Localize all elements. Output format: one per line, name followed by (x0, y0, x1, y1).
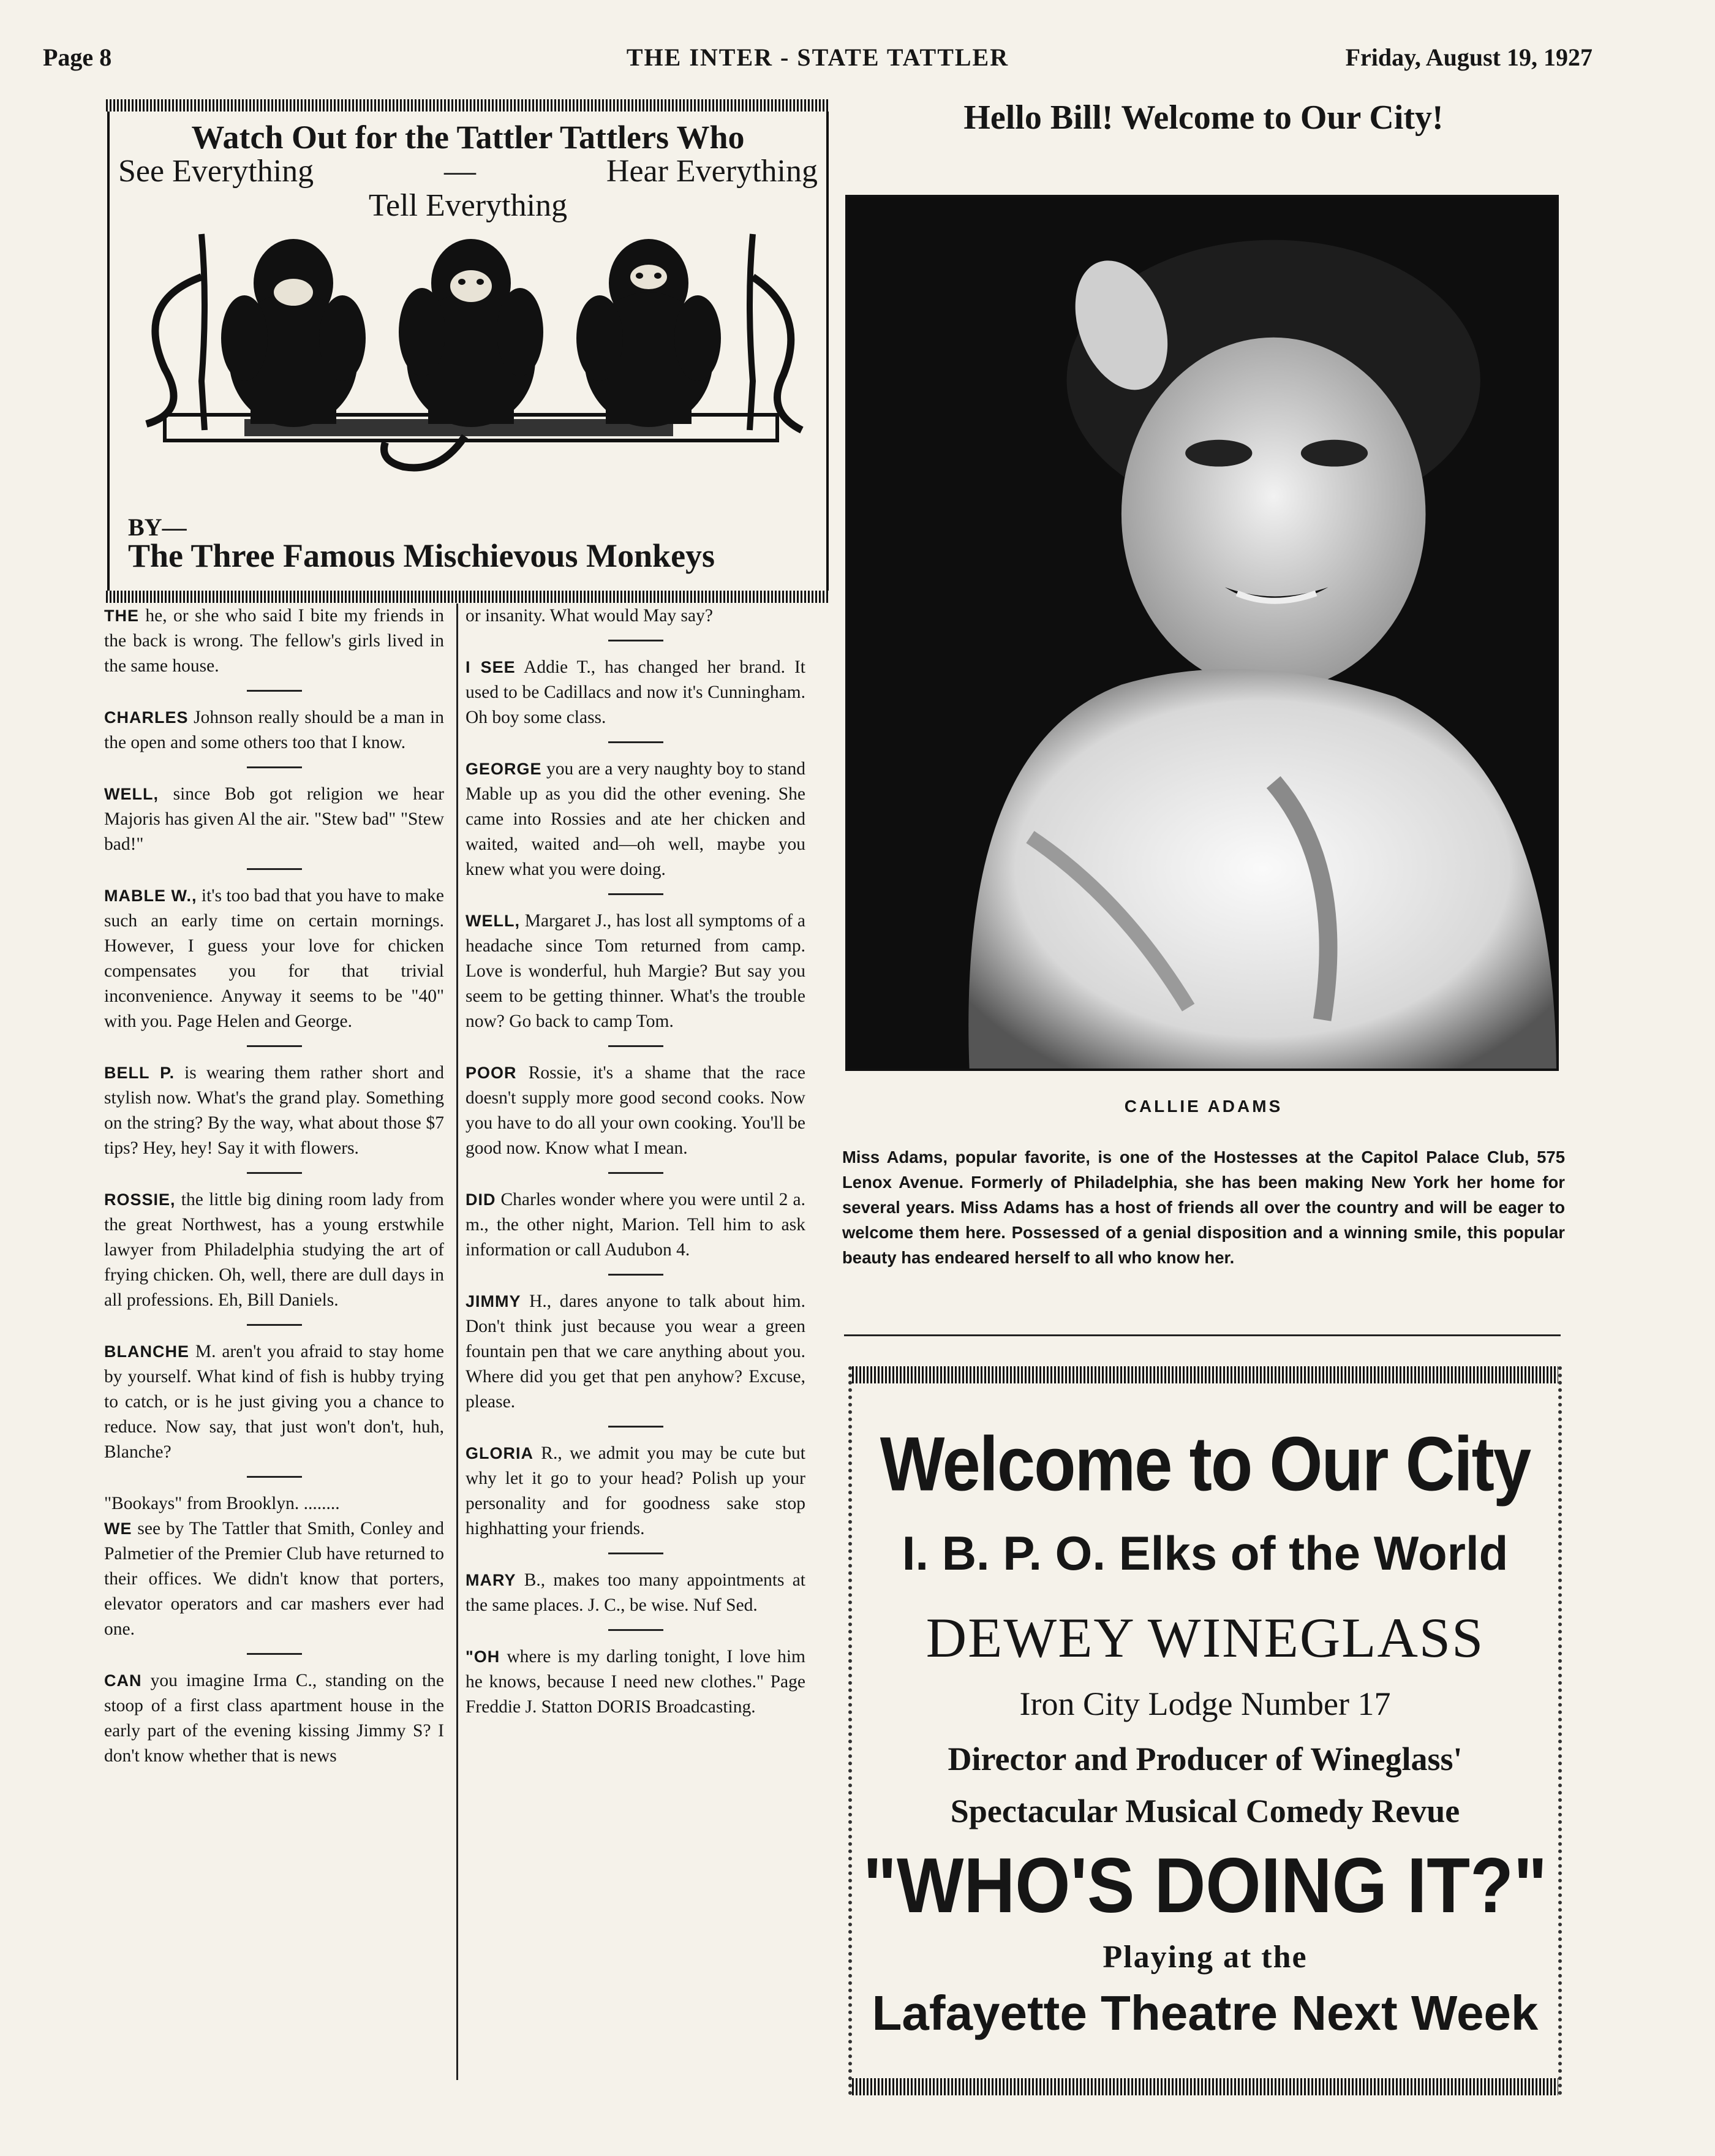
gossip-item: BELL P. is wearing them rather short and stylish now. What's the grand play. Something on the string? By the way, what about those $7 tips? Hey, hey! Say it with flowers. (104, 1063, 444, 1158)
monkey-hear-no-evil-icon (399, 239, 543, 427)
byline-title: The Three Famous Mischievous Monkeys (128, 537, 715, 574)
item-divider (608, 893, 663, 895)
byline-label: BY— (128, 513, 187, 541)
ad-bottom-border (852, 2078, 1558, 2095)
welcome-headline: Hello Bill! Welcome to Our City! (963, 99, 1444, 137)
elks-advertisement (848, 1366, 1562, 2095)
item-divider (247, 1324, 302, 1326)
box-subline (118, 154, 818, 189)
gossip-item: BLANCHE M. aren't you afraid to stay home by yourself. What kind of fish is hubby trying to catch, or is he just giving you a chance to reduce. Now say, that just won't don't, huh, Blanche? (104, 1342, 444, 1462)
gossip-item: WELL, Margaret J., has lost all symptoms of a headache since Tom returned from camp. Love is wonderful, huh Margie? But say you seem to be getting thinner. What's the trouble now? Go back to camp Tom. (466, 911, 805, 1031)
box-headline: Watch Out for the Tattler Tattlers Who (191, 119, 745, 156)
item-divider (608, 1045, 663, 1047)
gossip-item: CAN you imagine Irma C., standing on the stoop of a first class apartment house in the early part of the evening kissing Jimmy S? I don't know whether that is news (104, 1671, 444, 1766)
subline-dash: — (444, 154, 477, 189)
item-divider (608, 640, 663, 641)
item-divider (247, 1476, 302, 1478)
monkey-speak-no-evil-icon (576, 239, 721, 427)
gossip-item: MABLE W., it's too bad that you have to make such an early time on certain mornings. However, I guess your love for chicken compensates you for that trivial inconvenience. Anyway it seems to be "40" with you. Page Helen and George. (104, 886, 444, 1031)
see-everything: See Everything (118, 154, 314, 189)
item-divider (608, 1172, 663, 1174)
gossip-item: GEORGE you are a very naughty boy to stand Mable up as you did the other evening. She came into Rossies and ate her chicken and waited, waited and—oh well, maybe you knew what you were doing. (466, 759, 805, 879)
ad-lodge: Iron City Lodge Number 17 (1019, 1685, 1391, 1722)
ad-revue: Spectacular Musical Comedy Revue (950, 1793, 1460, 1829)
item-divider (608, 741, 663, 743)
gossip-item: I SEE Addie T., has changed her brand. It used to be Cadillacs and now it's Cunningham. Oh boy some class. (466, 657, 805, 727)
woman-portrait-icon (848, 197, 1556, 1069)
box-top-border (106, 99, 830, 112)
ad-playing: Playing at the (1102, 1940, 1308, 1975)
ad-top-border (852, 1366, 1558, 1383)
ad-venue: Lafayette Theatre Next Week (872, 1986, 1539, 2040)
monkey-see-no-evil-icon (221, 239, 366, 427)
gossip-item: POOR Rossie, it's a shame that the race doesn't supply more good second cooks. Now you have to do all your own cooking. You'll be good now. Know what I mean. (466, 1063, 805, 1158)
ad-name: DEWEY WINEGLASS (925, 1606, 1485, 1669)
gossip-item: ROSSIE, the little big dining room lady from the great Northwest, has a young erstwhile lawyer from Philadelphia studying the art of frying chicken. Oh, well, there are dull days in all professions. Eh, Bill Daniels. (104, 1190, 444, 1310)
tattler-header-box (107, 103, 829, 599)
page-number: Page 8 (43, 43, 112, 71)
section-rule (844, 1334, 1561, 1336)
gossip-item: "OH where is my darling tonight, I love him he knows, because I need new clothes." Page Freddie J. Statton DORIS Broadcasting. (466, 1647, 805, 1717)
item-divider (247, 1172, 302, 1174)
gossip-item: or insanity. What would May say? (466, 606, 713, 626)
column-rule (456, 603, 458, 2080)
ad-show-title: "WHO'S DOING IT?" (862, 1841, 1548, 1929)
item-divider (608, 1629, 663, 1631)
ad-director: Director and Producer of Wineglass' (948, 1741, 1463, 1777)
gossip-column-right (466, 603, 805, 1731)
newspaper-title: THE INTER - STATE TATTLER (626, 43, 1009, 71)
item-divider (247, 868, 302, 870)
item-divider (247, 1653, 302, 1655)
photo-caption: CALLIE ADAMS (1124, 1097, 1283, 1116)
gossip-column-left (104, 603, 444, 1780)
item-divider (608, 1553, 663, 1554)
item-divider (247, 766, 302, 768)
photo-blurb: Miss Adams, popular favorite, is one of the Hostesses at the Capitol Palace Club, 575 Lenox Avenue. Formerly of Philadelphia, she has been making New York her home for several years. Miss Adams has a host of friends all over the country and will be eager to welcome them here. Possessed of a genial disposition and a winning smile, this popular beauty has endeared herself to all who know her. (842, 1148, 1565, 1267)
ad-welcome: Welcome to Our City (880, 1421, 1531, 1507)
item-divider (247, 690, 302, 692)
portrait-photo (845, 195, 1559, 1071)
gossip-item: WE see by The Tattler that Smith, Conley and Palmetier of the Premier Club have returned to their offices. We didn't know that porters, elevator operators and car mashers ever had one. (104, 1519, 444, 1639)
item-divider (608, 1274, 663, 1276)
item-divider (247, 1045, 302, 1047)
tell-everything: Tell Everything (368, 188, 568, 223)
gossip-item: MARY B., makes too many appointments at the same places. J. C., be wise. Nuf Sed. (466, 1570, 805, 1615)
masthead (43, 43, 1593, 80)
issue-date: Friday, August 19, 1927 (1345, 43, 1593, 71)
gossip-item: THE he, or she who said I bite my friends in the back is wrong. The fellow's girls lived in the same house. (104, 606, 444, 676)
gossip-item: GLORIA R., we admit you may be cute but why let it go to your head? Polish up your personality and for goodness sake stop highhatting your friends. (466, 1443, 805, 1538)
ad-elks: I. B. P. O. Elks of the World (902, 1526, 1509, 1580)
box-bottom-border (106, 591, 830, 603)
gossip-item: WELL, since Bob got religion we hear Majoris has given Al the air. "Stew bad" "Stew bad!" (104, 784, 444, 854)
gossip-item: JIMMY H., dares anyone to talk about him. Don't think just because you wear a green fountain pen that we care anything about you. Where did you get that pen anyhow? Excuse, please. (466, 1292, 805, 1412)
gossip-item: CHARLES Johnson really should be a man in the open and some others too that I know. (104, 708, 444, 752)
three-monkeys-illustration (122, 228, 814, 491)
hear-everything: Hear Everything (606, 154, 818, 189)
gossip-item: "Bookays" from Brooklyn. ........ (104, 1494, 340, 1513)
item-divider (608, 1426, 663, 1428)
gossip-item: DID Charles wonder where you were until 2 a. m., the other night, Marion. Tell him to ask information or call Audubon 4. (466, 1190, 805, 1260)
